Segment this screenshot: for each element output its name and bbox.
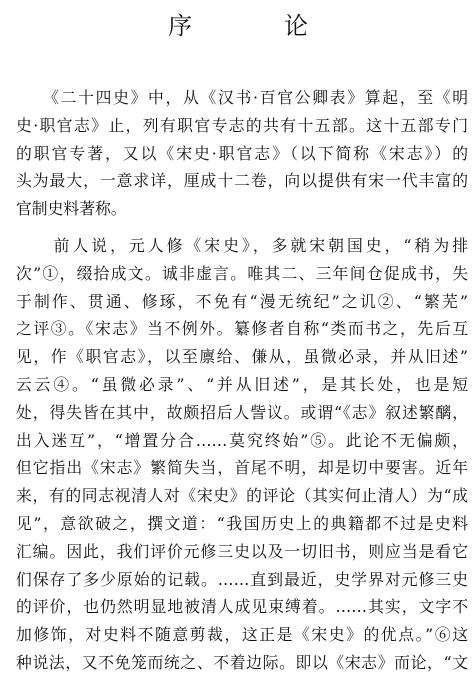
- text-line: 见”，意欲破之，撰文道：“我国历史上的典籍都不过是史料: [16, 513, 468, 533]
- text-line: 们保存了多少原始的记载。……直到最近，史学界对元修三史: [16, 569, 468, 589]
- text-line: 头为最大，一意求详，厘成十二卷，向以提供有宋一代丰富的: [16, 171, 468, 191]
- text-line: 的职官专著，又以《宋史·职官志》（以下简称《宋志》）的: [16, 143, 468, 163]
- text-line: 《二十四史》中，从《汉书·百官公卿表》算起，至《明: [16, 88, 468, 107]
- text-line: 云云④。“虽微必录”、“并从旧述”，是其长处，也是短: [16, 374, 468, 394]
- text-line: 次”①，缀拾成文。诚非虚言。唯其二、三年间仓促成书，失: [16, 263, 468, 283]
- page-title: 序 论: [168, 12, 342, 40]
- text-line: 的评价，也仍然明显地被清人成见束缚着。……其实，文字不: [16, 597, 468, 617]
- text-line: 汇编。因此，我们评价元修三史以及一切旧书，则应当是看它: [16, 541, 468, 561]
- text-line: 处，得失皆在其中，故颇招后人訾议。或谓“《志》叙述繁醨，: [16, 402, 468, 422]
- text-line: 之评③。《宋志》当不例外。纂修者自称“类而书之，先后互: [16, 319, 468, 339]
- text-line: 前人说，元人修《宋史》，多就宋朝国史，“稍为排: [16, 235, 468, 255]
- paragraph-2: [16, 232, 468, 677]
- body-text: [16, 84, 468, 677]
- paragraph-1: [16, 84, 468, 223]
- text-line: 见，作《职官志》，以至廪给、傔从，虽微必录，并从旧述”: [16, 347, 468, 367]
- text-line: 官制史料著称。: [16, 199, 127, 219]
- text-line: 出入迷互”，“增置分合……莫究终始”⑤。此论不无偏颇，: [16, 430, 468, 450]
- text-line: 但它指出《宋志》繁简失当，首尾不明，却是切中要害。近年: [16, 458, 468, 478]
- text-line: 来，有的同志视清人对《宋史》的评论（其实何止清人）为“成: [16, 486, 468, 506]
- text-line: 于制作、贯通、修琢，不免有“漫无统纪”之讥②、“繁芜”: [16, 291, 468, 311]
- text-line: 加修饰，对史料不随意剪裁，这正是《宋史》的优点。”⑥这: [16, 625, 468, 645]
- text-line: 种说法，又不免笼而统之、不着边际。即以《宋志》而论，“文: [16, 652, 468, 672]
- text-line: 史·职官志》止，列有职官专志的共有十五部。这十五部专门: [16, 115, 468, 135]
